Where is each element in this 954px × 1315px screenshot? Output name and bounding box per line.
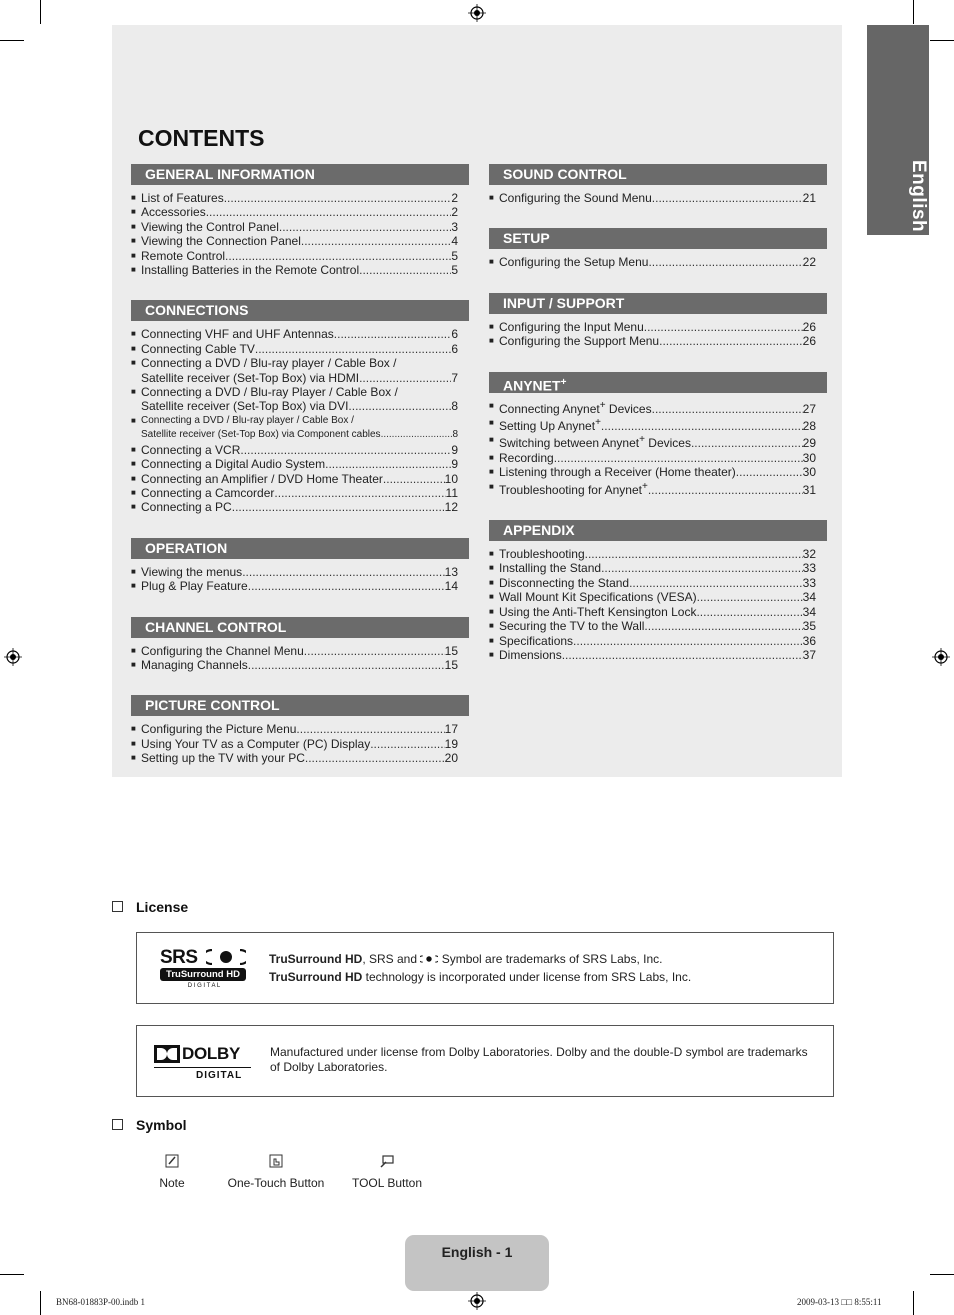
srs-text-part: Symbol are trademarks of SRS Labs, Inc. [438,952,663,966]
toc-item-title: ■ Wall Mount Kit Specifications (VESA) [499,590,697,605]
toc-item-title: ■ Configuring the Channel Menu [141,643,304,658]
toc-section [489,228,827,269]
superscript-plus: + [599,399,606,411]
toc-item[interactable] [131,263,469,277]
toc-item[interactable] [131,385,469,414]
toc-item-list [131,716,469,765]
toc-section [131,617,469,673]
toc-section-heading: GENERAL INFORMATION [131,164,469,185]
symbol-note [152,1154,192,1190]
toc-item[interactable] [489,619,827,633]
toc-item[interactable] [131,486,469,500]
one-touch-icon [269,1154,283,1168]
toc-item[interactable] [131,342,469,356]
toc-leader-dots [601,419,803,433]
toc-item-page: 22 [802,255,816,270]
toc-item-title: ■ Connecting a PC [141,500,232,515]
toc-item-title: ■ Troubleshooting for Anynet+ [499,480,648,497]
toc-item-page: 33 [802,561,816,576]
toc-item-page: 5 [451,263,458,278]
toc-section [131,538,469,594]
toc-item-page: 30 [802,450,816,465]
page-number-label: English - 1 [441,1244,513,1260]
toc-item-title: ■ Using the Anti-Theft Kensington Lock [499,604,697,619]
toc-item-title: ■ Installing the Stand [499,561,602,576]
toc-section-gap [489,205,827,228]
toc-item[interactable] [131,414,469,443]
page-number-tab [405,1235,549,1291]
toc-leader-dots [225,249,451,263]
toc-item[interactable] [131,356,469,385]
registration-mark-icon [932,648,950,666]
checkbox-bullet-icon [112,901,123,912]
toc-item-page: 9 [451,457,458,472]
toc-leader-dots [325,457,451,471]
toc-section-gap [489,349,827,372]
toc-item-list [489,185,827,205]
toc-item-title: ■ Connecting a VCR [141,442,241,457]
toc-item-page: 26 [802,319,816,334]
dolby-logo [154,1044,254,1082]
toc-leader-dots [248,658,445,672]
toc-item[interactable] [489,320,827,334]
srs-license-text [269,950,691,986]
toc-section-gap [131,515,469,538]
toc-item-list [131,185,469,277]
dolby-logo-rule [154,1067,251,1068]
toc-item-list [131,638,469,673]
toc-item-title: ■ Connecting a Digital Audio System [141,457,326,472]
superscript-plus: + [595,417,601,429]
toc-item-title: ■ Specifications [499,633,574,648]
toc-item-page: 36 [802,633,816,648]
toc-section-heading: INPUT / SUPPORT [489,293,827,314]
toc-leader-dots [224,191,452,205]
toc-leader-dots [242,565,444,579]
dolby-double-d-icon [154,1045,180,1063]
toc-section-heading: APPENDIX [489,520,827,541]
toc-item-title: ■ Troubleshooting [499,547,585,562]
srs-license-box [136,932,834,1004]
license-heading: License [136,899,189,915]
toc-section-gap [131,277,469,300]
toc-leader-dots [644,619,802,633]
toc-leader-dots [348,399,451,413]
toc-section [489,372,827,497]
toc-section-gap [489,270,827,293]
toc-item-title: Satellite receiver (Set-Top Box) via DVI [141,399,349,414]
toc-section-heading: PICTURE CONTROL [131,695,469,716]
toc-item-list [489,541,827,662]
toc-leader-dots [381,428,453,442]
toc-leader-dots [652,191,803,205]
dolby-logo-text: DOLBY [182,1044,241,1063]
contents-title: CONTENTS [138,125,265,151]
toc-item[interactable] [131,472,469,486]
toc-leader-dots [652,402,803,416]
toc-item[interactable] [131,579,469,593]
toc-item[interactable] [489,255,827,269]
toc-item-title: ■ List of Features [141,191,224,205]
toc-item-title: ■ Disconnecting the Stand [499,575,630,590]
toc-item-page: 32 [802,547,816,562]
toc-item-page: 29 [802,436,816,451]
toc-item[interactable] [489,433,827,450]
srs-symbol-icon [206,949,246,965]
toc-item-title: ■ Plug & Play Feature [141,579,248,594]
srs-brand-name: TruSurround HD [269,970,363,984]
toc-section-gap [489,497,827,520]
language-side-tab-label: English [908,159,929,233]
dolby-license-box [136,1025,834,1097]
toc-item-title: ■ Securing the TV to the Wall [499,619,645,634]
toc-section-heading: CHANNEL CONTROL [131,617,469,638]
toc-item-page: 4 [451,234,458,249]
toc-item-page: 30 [802,465,816,480]
registration-mark-icon [468,4,486,22]
toc-item-title: ■ Using Your TV as a Computer (PC) Display [141,736,371,751]
toc-section-heading: ANYNET+ [489,372,827,393]
registration-mark-icon [468,1292,486,1310]
toc-leader-dots [279,220,451,234]
toc-item-page: 34 [802,590,816,605]
toc-leader-dots [334,327,452,341]
toc-item-title: ■ Remote Control [141,248,226,263]
symbol-one-touch-label: One-Touch Button [227,1176,325,1190]
toc-item-page: 8 [451,399,458,414]
toc-leader-dots [629,576,803,590]
toc-item[interactable] [489,561,827,575]
srs-symbol-icon [420,954,438,964]
toc-leader-dots [304,644,445,658]
toc-leader-dots [697,590,803,604]
toc-leader-dots [305,751,445,765]
toc-item-page: 2 [451,205,458,220]
toc-column-left [131,164,469,766]
toc-leader-dots [648,255,802,269]
toc-leader-dots [274,486,445,500]
toc-item[interactable] [131,500,469,514]
toc-item-page: 33 [802,575,816,590]
srs-logo [160,947,248,991]
toc-section-heading: SETUP [489,228,827,249]
toc-item-title: ■ Setting up the TV with your PC [141,751,305,766]
crop-mark [40,0,41,24]
toc-item-page: 21 [802,191,816,205]
srs-brand-name: TruSurround HD [269,952,363,966]
toc-item[interactable] [489,399,827,416]
toc-item-title: ■ Managing Channels [141,657,248,672]
toc-section [489,520,827,662]
srs-text-part: technology is incorporated under license from SRS Labs, Inc. [362,970,692,984]
srs-logo-subtitle: D I G I T A L [187,983,221,989]
toc-item-page: 15 [444,657,458,672]
toc-item-title: ■ Viewing the Connection Panel [141,234,301,249]
toc-item[interactable] [131,249,469,263]
toc-section [489,164,827,205]
toc-item-list [131,321,469,514]
toc-section [131,695,469,765]
toc-item[interactable] [131,443,469,457]
toc-item-page: 12 [444,500,458,515]
symbol-heading: Symbol [136,1117,187,1133]
crop-mark [913,0,914,24]
toc-leader-dots [301,234,451,248]
toc-item-title: Satellite receiver (Set-Top Box) via Component cables [141,429,381,441]
note-icon [165,1154,179,1168]
toc-item[interactable] [131,565,469,579]
toc-item[interactable] [489,648,827,662]
toc-leader-dots [585,547,803,561]
toc-section [131,300,469,514]
toc-leader-dots [296,722,444,736]
toc-item-title: ■ Connecting Cable TV [141,341,255,356]
toc-item-page: 3 [451,219,458,234]
toc-item-page: 8 [452,429,458,441]
toc-item[interactable] [131,205,469,219]
language-side-tab [867,25,929,235]
toc-leader-dots [240,443,451,457]
toc-leader-dots [206,205,452,219]
toc-item-title: ■ Switching between Anynet+ Devices [499,434,691,451]
toc-item-title: ■ Configuring the Setup Menu [499,255,649,270]
crop-mark [913,1291,914,1315]
toc-item-page: 26 [802,334,816,349]
toc-item-title: ■ Viewing the menus [141,564,243,579]
toc-item-page: 20 [444,751,458,766]
srs-logo-text: SRS [160,947,198,968]
toc-item[interactable] [131,191,469,205]
toc-section [489,293,827,349]
registration-mark-icon [4,648,22,666]
toc-leader-dots [255,342,451,356]
toc-section [131,164,469,277]
toc-leader-dots [562,648,803,662]
toc-item-page: 19 [444,736,458,751]
toc-item-page: 6 [451,341,458,356]
toc-item-page: 13 [444,564,458,579]
crop-mark [0,40,24,41]
toc-item[interactable] [489,465,827,479]
tool-icon [380,1154,394,1168]
toc-item[interactable] [489,547,827,561]
toc-item[interactable] [131,722,469,736]
toc-item-title: ■ Connecting a DVD / Blu-ray Player / Cable Box / [141,385,398,400]
dolby-license-text: Manufactured under license from Dolby Laboratories. Dolby and the double-D symbol are trademarks of Dolby Laboratories. [270,1045,808,1074]
toc-item-page: 2 [451,191,458,205]
toc-item-title: ■ Connecting a DVD / Blu-ray player / Cable Box / [141,356,397,371]
toc-item-title: ■ Connecting an Amplifier / DVD Home Theater [141,471,383,486]
toc-item-list [489,314,827,349]
toc-item-page: 14 [444,579,458,594]
footer-timestamp: 2009-03-13 □□ 8:55:11 [797,1297,882,1307]
toc-item-page: 37 [802,647,816,662]
toc-item[interactable] [489,416,827,433]
symbol-tool-label: TOOL Button [351,1176,423,1190]
toc-item-page: 5 [451,248,458,263]
superscript-plus: + [560,376,567,388]
toc-leader-dots [383,472,445,486]
toc-item[interactable] [489,451,827,465]
toc-item-title: ■ Dimensions [499,647,562,662]
toc-item[interactable] [489,590,827,604]
toc-item[interactable] [489,634,827,648]
toc-item-title: ■ Installing Batteries in the Remote Control [141,263,360,278]
crop-mark [930,40,954,41]
toc-section-gap [131,594,469,617]
toc-item-page: 17 [444,722,458,737]
toc-item-title: ■ Setting Up Anynet+ [499,417,601,434]
toc-leader-dots [696,605,802,619]
toc-item-page: 35 [802,619,816,634]
toc-item-title: ■ Configuring the Picture Menu [141,722,297,737]
dolby-logo-subtitle: DIGITAL [196,1070,243,1081]
toc-section-gap [131,672,469,695]
toc-item-title: ■ Recording [499,450,554,465]
toc-item[interactable] [131,644,469,658]
toc-item-page: 10 [444,471,458,486]
toc-item-page: 15 [444,643,458,658]
toc-item-title: ■ Connecting VHF and UHF Antennas [141,327,334,342]
toc-section-heading: CONNECTIONS [131,300,469,321]
toc-item[interactable] [489,605,827,619]
toc-item-title: Satellite receiver (Set-Top Box) via HDMI [141,370,360,385]
toc-item[interactable] [131,658,469,672]
srs-text-part: , SRS and [362,952,421,966]
toc-item[interactable] [131,220,469,234]
toc-item[interactable] [489,576,827,590]
toc-item-page: 9 [451,442,458,457]
superscript-plus: + [641,480,648,492]
toc-item-title: ■ Connecting a Camcorder [141,485,275,500]
toc-leader-dots [554,451,803,465]
toc-item-title: ■ Connecting a DVD / Blu-ray player / Cable Box / [141,414,354,426]
toc-item-page: 6 [451,327,458,342]
toc-item[interactable] [131,327,469,341]
checkbox-bullet-icon [112,1119,123,1130]
toc-item-title: ■ Listening through a Receiver (Home theater) [499,465,736,480]
crop-mark [930,1274,954,1275]
toc-leader-dots [601,561,803,575]
toc-leader-dots [248,579,445,593]
toc-leader-dots [232,500,445,514]
toc-column-right [489,164,827,662]
toc-item-list [131,559,469,594]
toc-section-heading: SOUND CONTROL [489,164,827,185]
crop-mark [40,1291,41,1315]
toc-item-title: ■ Viewing the Control Panel [141,219,279,234]
toc-item-title: ■ Configuring the Sound Menu [499,191,652,205]
toc-leader-dots [359,371,451,385]
toc-leader-dots [370,737,444,751]
symbol-tool [347,1154,427,1190]
toc-item-page: 7 [451,370,458,385]
toc-item[interactable] [131,457,469,471]
toc-leader-dots [659,334,803,348]
toc-item-title: ■ Accessories [141,205,206,220]
superscript-plus: + [639,434,645,446]
toc-item[interactable] [131,751,469,765]
footer-file-name: BN68-01883P-00.indb 1 [56,1297,146,1307]
toc-item[interactable] [131,737,469,751]
toc-leader-dots [359,263,451,277]
symbol-one-touch [222,1154,330,1190]
toc-item-title: ■ Connecting Anynet+ Devices [499,399,652,416]
toc-leader-dots [648,483,803,497]
toc-item-list [489,249,827,269]
toc-section-heading: OPERATION [131,538,469,559]
toc-item-title: ■ Configuring the Support Menu [499,334,660,349]
crop-mark [0,1274,24,1275]
toc-item[interactable] [489,480,827,497]
toc-leader-dots [573,634,803,648]
srs-logo-badge: TruSurround HD [160,968,246,981]
toc-item[interactable] [489,191,827,205]
toc-item-page: 11 [445,485,458,500]
toc-item[interactable] [131,234,469,248]
toc-leader-dots [644,320,803,334]
toc-item[interactable] [489,334,827,348]
symbol-note-label: Note [159,1176,185,1190]
toc-item-page: 31 [802,482,816,497]
toc-item-page: 34 [802,604,816,619]
toc-item-title: ■ Configuring the Input Menu [499,319,644,334]
toc-leader-dots [736,465,803,479]
toc-leader-dots [691,436,803,450]
toc-item-page: 27 [802,401,816,416]
toc-item-list [489,393,827,497]
toc-item-page: 28 [802,419,816,434]
